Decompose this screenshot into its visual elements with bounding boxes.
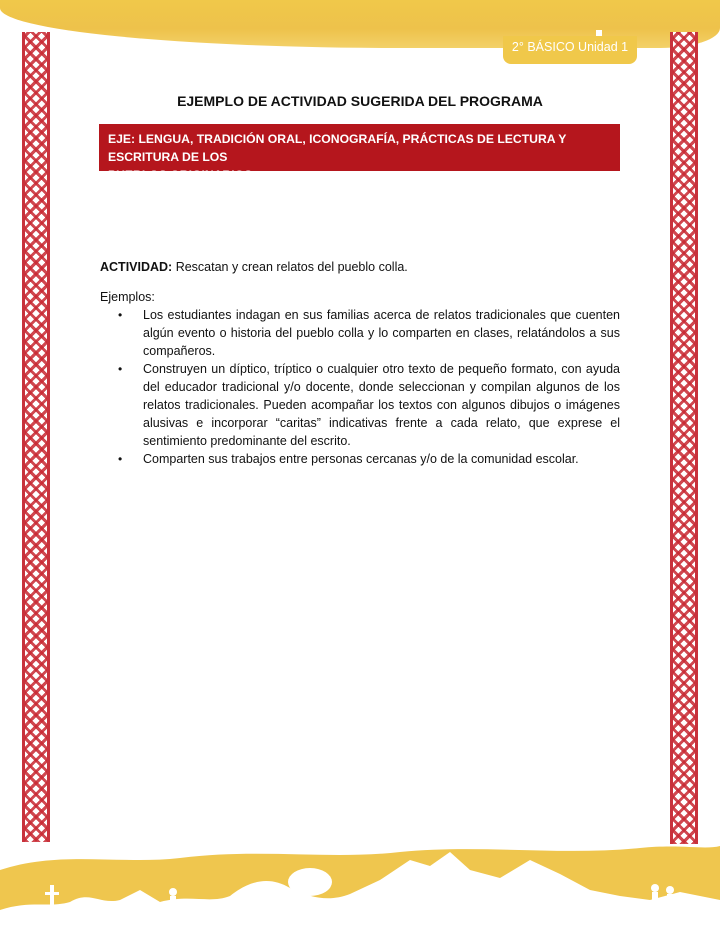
page-title: EJEMPLO DE ACTIVIDAD SUGERIDA DEL PROGRAMA — [177, 93, 543, 109]
activity-line — [100, 258, 620, 276]
list-item — [100, 307, 620, 360]
bottom-landscape-illustration — [0, 830, 720, 932]
list-item — [100, 361, 620, 450]
activity-label: ACTIVIDAD: — [100, 260, 173, 274]
axis-text-line1: EJE: LENGUA, TRADICIÓN ORAL, ICONOGRAFÍA, PRÁCTICAS DE LECTURA Y ESCRITURA DE LOS — [108, 132, 567, 164]
bullet-icon: • — [118, 452, 123, 467]
activity-text: Rescatan y crean relatos del pueblo colla. — [172, 260, 408, 274]
axis-box — [99, 124, 620, 182]
left-decorative-border — [22, 32, 50, 842]
unit-tab — [503, 36, 637, 64]
unit-label: 2° BÁSICO Unidad 1 — [511, 40, 629, 54]
bullet-icon: • — [118, 308, 123, 322]
examples-list — [100, 307, 620, 470]
list-item — [100, 451, 620, 469]
list-item-text: Los estudiantes indagan en sus familias acerca de relatos tradicionales que cuenten algún evento o historia del pueblo colla y lo comparten en clases, relatándolos a sus compañeros. — [143, 308, 620, 358]
bullet-icon: • — [118, 362, 123, 377]
right-decorative-border — [670, 32, 698, 844]
list-item-text: Construyen un díptico, tríptico o cualquier otro texto de pequeño formato, con ayuda del educador tradicional y/o docente, donde seleccionan y compilan algunos de los relatos tradicionales. Pueden acompañar los textos con algunos dibujos o imágenes alusivas e incorporar “caritas” indicativas frente a cada relato, que exprese el sentimiento predominante del escrito. — [143, 362, 620, 448]
axis-text-line2: PUEBLOS ORIGINARIOS. — [108, 168, 256, 182]
examples-label: Ejemplos: — [100, 290, 155, 304]
list-item-text: Comparten sus trabajos entre personas cercanas y/o de la comunidad escolar. — [143, 452, 579, 467]
